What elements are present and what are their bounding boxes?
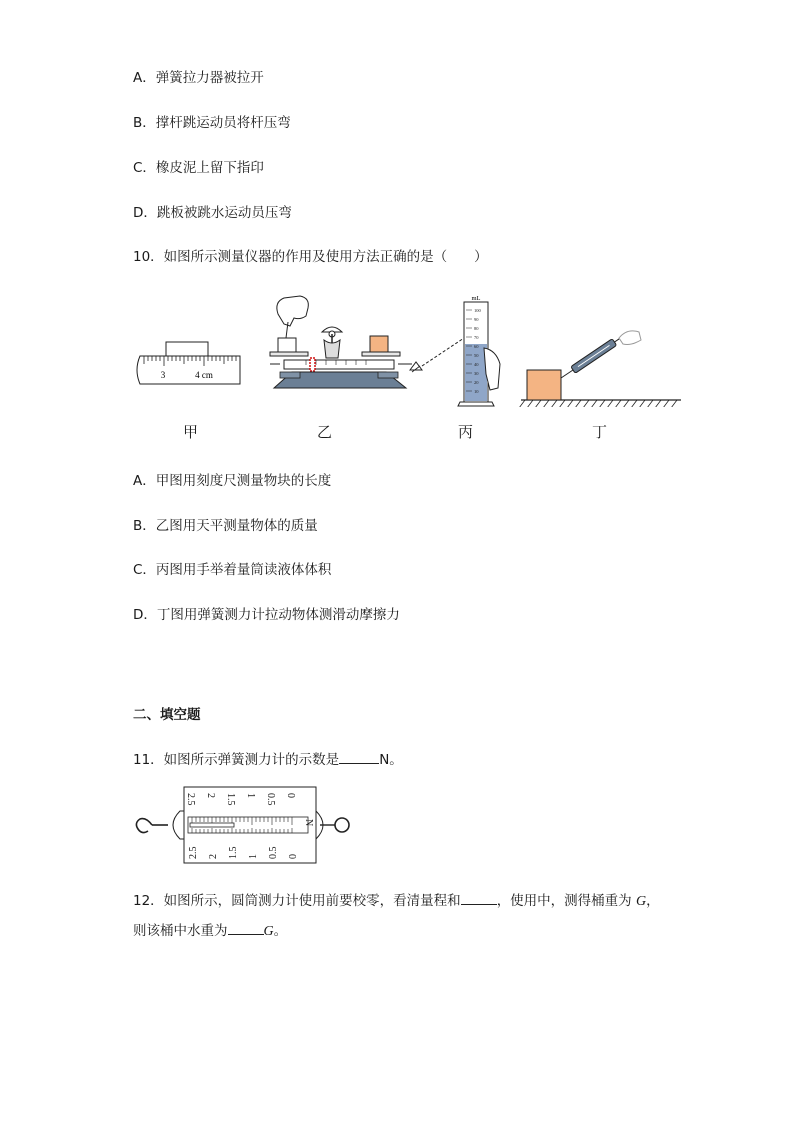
- q12-text-e: 。: [273, 923, 288, 939]
- pulling-hand-icon: [619, 331, 641, 345]
- q9-option-b: B．撑杆跳运动员将杆压弯: [133, 115, 291, 131]
- bottom-label-0.5: 0.5: [268, 846, 279, 859]
- q11-stem-unit: N。: [379, 752, 403, 768]
- cylinder-figure: [400, 292, 510, 412]
- bottom-label-2: 2: [208, 854, 219, 859]
- balance-figure: [266, 292, 416, 407]
- bottom-label-1: 1: [248, 854, 259, 859]
- top-label-1.5: 1.5: [225, 793, 236, 806]
- cyl-tick-60: 60: [474, 344, 479, 349]
- q10-option-b: B．乙图用天平测量物体的质量: [133, 518, 318, 534]
- caption-ding: 丁: [592, 423, 608, 441]
- cylinder-unit: mL: [471, 295, 481, 302]
- ruler-label-4cm: 4 cm: [195, 370, 213, 380]
- cyl-tick-40: 40: [474, 362, 479, 367]
- bottom-label-2.5: 2.5: [188, 846, 199, 859]
- q12-var-g: G: [635, 894, 647, 909]
- horizontal-spring-meter: [130, 783, 360, 867]
- section-title: 二、填空题: [133, 707, 201, 723]
- q10-option-a: A．甲图用刻度尺测量物块的长度: [133, 473, 332, 489]
- q12-text-a: 12．如图所示，圆筒测力计使用前要校零，看清量程和: [133, 893, 461, 909]
- q10-figure: [130, 292, 690, 422]
- q9-option-c: C．橡皮泥上留下指印: [133, 160, 264, 176]
- q12-answer-blank-1[interactable]: [461, 890, 497, 905]
- q12-answer-blank-2[interactable]: [228, 920, 264, 935]
- q11-stem: [133, 748, 403, 768]
- q12-text-d: 则该桶中水重为: [133, 923, 228, 939]
- q12-line2: [133, 919, 287, 940]
- q11-answer-blank[interactable]: [339, 749, 379, 764]
- meter-unit: N: [303, 819, 314, 827]
- cyl-tick-50: 50: [474, 353, 479, 358]
- bottom-label-0: 0: [288, 854, 299, 859]
- q10-stem: 10．如图所示测量仪器的作用及使用方法正确的是（ ）: [133, 249, 488, 265]
- balance-beam: [284, 360, 394, 369]
- top-label-0.5: 0.5: [265, 793, 276, 806]
- q12-text-b: ，使用中，测得桶重为: [496, 893, 632, 909]
- cyl-tick-100: 100: [474, 308, 481, 313]
- object-block: [370, 336, 388, 352]
- q12-line1: [133, 889, 660, 910]
- cyl-tick-70: 70: [474, 335, 479, 340]
- hand-icon: [277, 296, 308, 326]
- q9-option-d: D．跳板被跳水运动员压弯: [133, 205, 292, 221]
- top-label-2: 2: [205, 793, 216, 798]
- top-label-0: 0: [285, 793, 296, 798]
- q9-option-a: A．弹簧拉力器被拉开: [133, 70, 264, 86]
- bottom-label-1.5: 1.5: [228, 846, 239, 859]
- q10-option-c: C．丙图用手举着量筒读液体体积: [133, 562, 332, 578]
- rider: [310, 358, 315, 371]
- q12-text-c: ，: [646, 893, 660, 909]
- cyl-tick-30: 30: [474, 371, 479, 376]
- ruler-figure: [130, 292, 250, 402]
- weight-block: [278, 338, 296, 352]
- friction-block: [527, 370, 561, 400]
- ruler-block: [166, 342, 208, 356]
- top-label-1: 1: [245, 793, 256, 798]
- cyl-tick-20: 20: [474, 380, 479, 385]
- top-label-2.5: 2.5: [185, 793, 196, 806]
- ruler-label-3: 3: [160, 370, 166, 380]
- caption-yi: 乙: [317, 423, 333, 441]
- meter-pointer: [190, 823, 234, 827]
- cyl-tick-90: 90: [474, 317, 479, 322]
- hook-icon: [136, 819, 152, 833]
- cyl-tick-10: 10: [474, 389, 479, 394]
- caption-bing: 丙: [458, 423, 474, 441]
- spring-scale-figure: [515, 292, 685, 407]
- q12-var-g2: G: [263, 924, 274, 939]
- q10-option-d: D．丁图用弹簧测力计拉动物体测滑动摩擦力: [133, 607, 400, 623]
- ring-icon: [335, 818, 349, 832]
- q11-stem-text: 11．如图所示弹簧测力计的示数是: [133, 752, 340, 768]
- cyl-tick-80: 80: [474, 326, 479, 331]
- caption-jia: 甲: [183, 423, 199, 441]
